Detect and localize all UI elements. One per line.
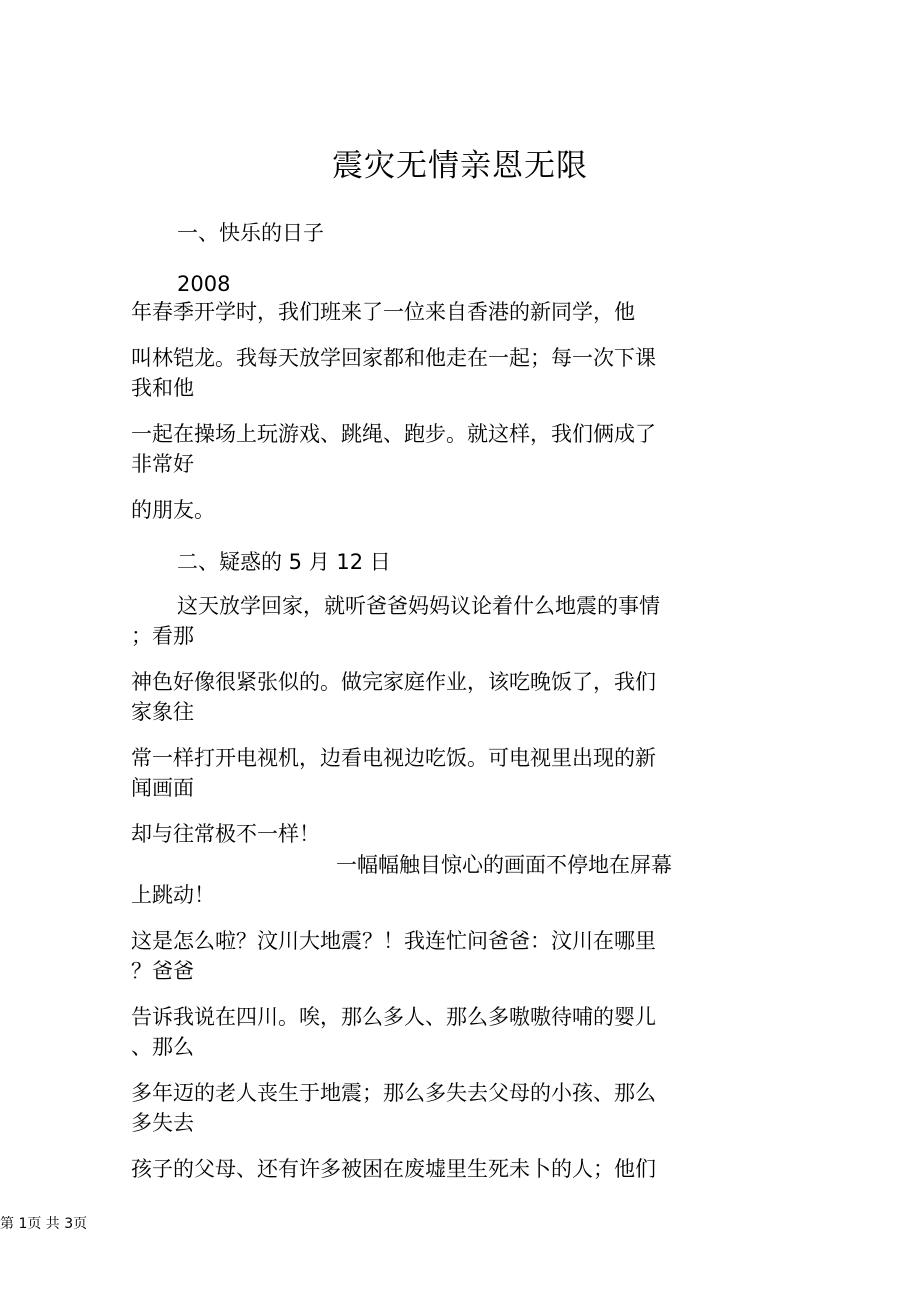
paragraph-line: 年春季开学时，我们班来了一位来自香港的新同学，他 [131, 300, 635, 324]
paragraph-line: 常一样打开电视机，边看电视边吃饭。可电视里出现的新 [131, 746, 656, 770]
paragraph-line: 孩子的父母、还有许多被困在废墟里生死未卜的人；他们 [131, 1157, 656, 1181]
paragraph-line: ；看那 [131, 624, 194, 648]
paragraph-line: 这是怎么啦？汶川大地震？！我连忙问爸爸：汶川在哪里 [131, 929, 656, 953]
paragraph-line: 一幅幅触目惊心的画面不停地在屏幕 [336, 853, 672, 877]
paragraph-line: 家象往 [131, 700, 194, 724]
paragraph-line: 的朋友。 [131, 498, 215, 522]
paragraph-line: 叫林铠龙。我每天放学回家都和他走在一起；每一次下课 [131, 346, 656, 370]
section-heading: 二、疑惑的 5 月 12 日 [177, 550, 391, 574]
paragraph-line: 告诉我说在四川。唉，那么多人、那么多嗷嗷待哺的婴儿 [131, 1005, 656, 1029]
paragraph-line: 多年迈的老人丧生于地震；那么多失去父母的小孩、那么 [131, 1081, 656, 1105]
paragraph-line: 却与往常极不一样！ [131, 822, 320, 846]
paragraph-line: 我和他 [131, 376, 194, 400]
paragraph-line: 多失去 [131, 1111, 194, 1135]
section-heading: 一、快乐的日子 [177, 221, 324, 245]
paragraph-line: ？爸爸 [131, 959, 194, 983]
paragraph-line: 神色好像很紧张似的。做完家庭作业，该吃晚饭了，我们 [131, 670, 656, 694]
paragraph-line: 上跳动！ [131, 883, 215, 907]
paragraph-line: 闻画面 [131, 776, 194, 800]
paragraph-line: 非常好 [131, 452, 194, 476]
page-number-footer: 第 1页 共 3页 [0, 1216, 88, 1232]
paragraph-line: 、那么 [131, 1035, 194, 1059]
paragraph-line: 一起在操场上玩游戏、跳绳、跑步。就这样，我们俩成了 [131, 422, 656, 446]
paragraph-line: 这天放学回家，就听爸爸妈妈议论着什么地震的事情 [177, 594, 660, 618]
document-title: 震灾无情亲恩无限 [332, 148, 588, 184]
paragraph-line: 2008 [177, 272, 231, 296]
